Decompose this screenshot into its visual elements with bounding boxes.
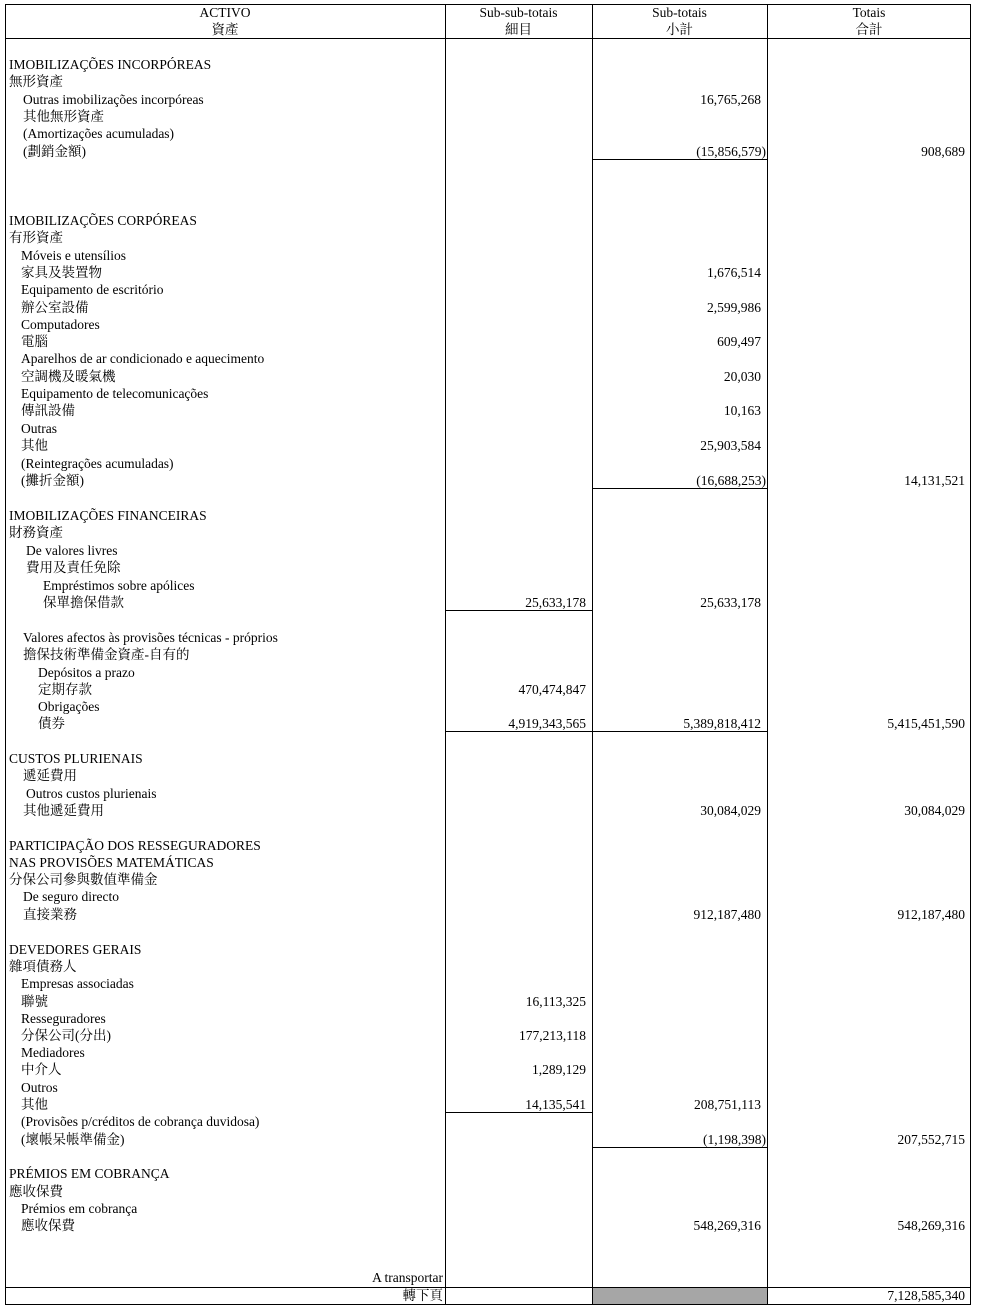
subtotal-value: (15,856,579) <box>696 144 766 159</box>
section-title-zh: 無形資產 <box>9 74 63 89</box>
row-label-zh: 其他 <box>21 1097 48 1112</box>
header-rule <box>5 38 971 39</box>
row-label-zh: (壞帳呆帳準備金) <box>21 1132 125 1147</box>
row-label-zh: 其他無形資產 <box>23 109 104 124</box>
header-subtotais: Sub-totais 小計 <box>652 5 707 37</box>
subtotal-value: 548,269,316 <box>693 1218 761 1233</box>
row-label-zh: (劃銷金額) <box>23 144 86 159</box>
row-label-zh: 分保公司(分出) <box>21 1028 111 1043</box>
col-divider <box>767 4 768 1305</box>
subsubtotal-value: 4,919,343,565 <box>508 716 586 731</box>
row-label-zh: 空調機及暖氣機 <box>21 369 116 384</box>
section-title: IMOBILIZAÇÕES INCORPÓREAS <box>9 57 212 72</box>
total-value: 908,689 <box>921 144 965 159</box>
row-label: Móveis e utensílios <box>21 248 126 263</box>
row-label: Outros custos plurienais <box>26 786 157 801</box>
row-label-zh: 傳訊設備 <box>21 403 75 418</box>
section-title-zh: 財務資產 <box>9 525 63 540</box>
row-label: (Reintegrações acumuladas) <box>21 456 174 471</box>
section-title-zh: 有形資產 <box>9 230 63 245</box>
subtotal-value: 208,751,113 <box>694 1097 761 1112</box>
section-title: IMOBILIZAÇÕES FINANCEIRAS <box>9 508 207 523</box>
row-label-zh: (攤折金額) <box>21 473 84 488</box>
row-label-zh: 定期存款 <box>38 682 92 697</box>
subtotal-value: 912,187,480 <box>693 907 761 922</box>
subsubtotal-value: 16,113,325 <box>525 994 586 1009</box>
total-value: 30,084,029 <box>904 803 965 818</box>
row-label: De valores livres <box>26 543 118 558</box>
row-label-zh: 債券 <box>38 716 65 731</box>
section-title-zh: 遞延費用 <box>23 768 77 783</box>
row-label: Outros <box>21 1080 58 1095</box>
subsubtotal-value: 25,633,178 <box>525 595 586 610</box>
row-label-zh: 家具及裝置物 <box>21 265 102 280</box>
subtotal-value: 25,903,584 <box>700 438 761 453</box>
section-title: DEVEDORES GERAIS <box>9 942 142 957</box>
total-value: 14,131,521 <box>904 473 965 488</box>
row-label-zh: 擔保技術準備金資產-自有的 <box>23 647 190 662</box>
subtotal-value: 25,633,178 <box>700 595 761 610</box>
section-title: CUSTOS PLURIENAIS <box>9 751 143 766</box>
row-label-zh: 應收保費 <box>21 1218 75 1233</box>
header-totais: Totais 合計 <box>852 5 886 37</box>
total-value: 207,552,715 <box>897 1132 965 1147</box>
subtotal-value: 2,599,986 <box>707 300 761 315</box>
row-label-zh: 聯號 <box>21 994 48 1009</box>
total-value: 548,269,316 <box>897 1218 965 1233</box>
transport-label-zh: 轉下頁 <box>402 1288 443 1303</box>
row-label: Obrigações <box>38 699 100 714</box>
row-label: Empresas associadas <box>21 976 134 991</box>
footer-rule <box>5 1287 971 1288</box>
section-title: NAS PROVISÕES MATEMÁTICAS <box>9 855 214 870</box>
total-value: 912,187,480 <box>897 907 965 922</box>
subtotal-value: 1,676,514 <box>707 265 761 280</box>
row-label: Aparelhos de ar condicionado e aquecimento <box>21 351 265 366</box>
subtotal-value: 20,030 <box>723 369 761 384</box>
row-label: Equipamento de escritório <box>21 282 164 297</box>
section-title: PRÉMIOS EM COBRANÇA <box>9 1166 170 1181</box>
subtotal-value: 10,163 <box>723 403 761 418</box>
section-title-zh: 分保公司參與數值準備金 <box>9 872 158 887</box>
subtotal-value: 30,084,029 <box>700 803 761 818</box>
row-label: (Provisões p/créditos de cobrança duvidosa) <box>21 1114 260 1129</box>
subtotal-value: (16,688,253) <box>696 473 766 488</box>
row-label: Resseguradores <box>21 1011 106 1026</box>
header-subsubtotais: Sub-sub-totais 細目 <box>479 5 558 37</box>
row-label-zh: 中介人 <box>21 1062 62 1077</box>
subsubtotal-value: 14,135,541 <box>525 1097 586 1112</box>
subtotal-value: (1,198,398) <box>703 1132 766 1147</box>
total-value: 5,415,451,590 <box>887 716 965 731</box>
section-title-zh: 應收保費 <box>9 1184 63 1199</box>
section-title: IMOBILIZAÇÕES CORPÓREAS <box>9 213 197 228</box>
row-label-zh: 其他 <box>21 438 48 453</box>
row-label: Depósitos a prazo <box>38 665 135 680</box>
row-label: Valores afectos às provisões técnicas - próprios <box>23 630 278 645</box>
row-label-zh: 費用及責任免除 <box>26 560 121 575</box>
col-divider <box>592 4 593 1305</box>
section-title: PARTICIPAÇÃO DOS RESSEGURADORES <box>9 838 261 853</box>
shaded-cell <box>593 1288 767 1304</box>
subtotal-value: 609,497 <box>717 334 761 349</box>
section-title-zh: 雜項債務人 <box>9 959 77 974</box>
row-label: Computadores <box>21 317 100 332</box>
row-label-zh: 辦公室設備 <box>21 300 89 315</box>
row-label: (Amortizações acumuladas) <box>23 126 175 141</box>
row-label-zh: 直接業務 <box>23 907 77 922</box>
col-divider <box>445 4 446 1305</box>
subtotal-value: 5,389,818,412 <box>683 716 761 731</box>
row-label: Outras <box>21 421 57 436</box>
subsubtotal-value: 1,289,129 <box>532 1062 586 1077</box>
row-label-zh: 其他遞延費用 <box>23 803 104 818</box>
row-label-zh: 保單擔保借款 <box>43 595 124 610</box>
grand-total-value: 7,128,585,340 <box>887 1288 965 1303</box>
row-label: Empréstimos sobre apólices <box>43 578 195 593</box>
header-activo: ACTIVO 資產 <box>199 5 251 37</box>
row-label: Prémios em cobrança <box>21 1201 138 1216</box>
subsubtotal-value: 470,474,847 <box>518 682 586 697</box>
row-label: Equipamento de telecomunicações <box>21 386 209 401</box>
transport-label: A transportar <box>372 1270 443 1285</box>
row-label-zh: 電腦 <box>21 334 48 349</box>
row-label: De seguro directo <box>23 889 119 904</box>
row-label: Mediadores <box>21 1045 85 1060</box>
row-label: Outras imobilizações incorpóreas <box>23 92 204 107</box>
subsubtotal-value: 177,213,118 <box>519 1028 586 1043</box>
subtotal-value: 16,765,268 <box>700 92 761 107</box>
